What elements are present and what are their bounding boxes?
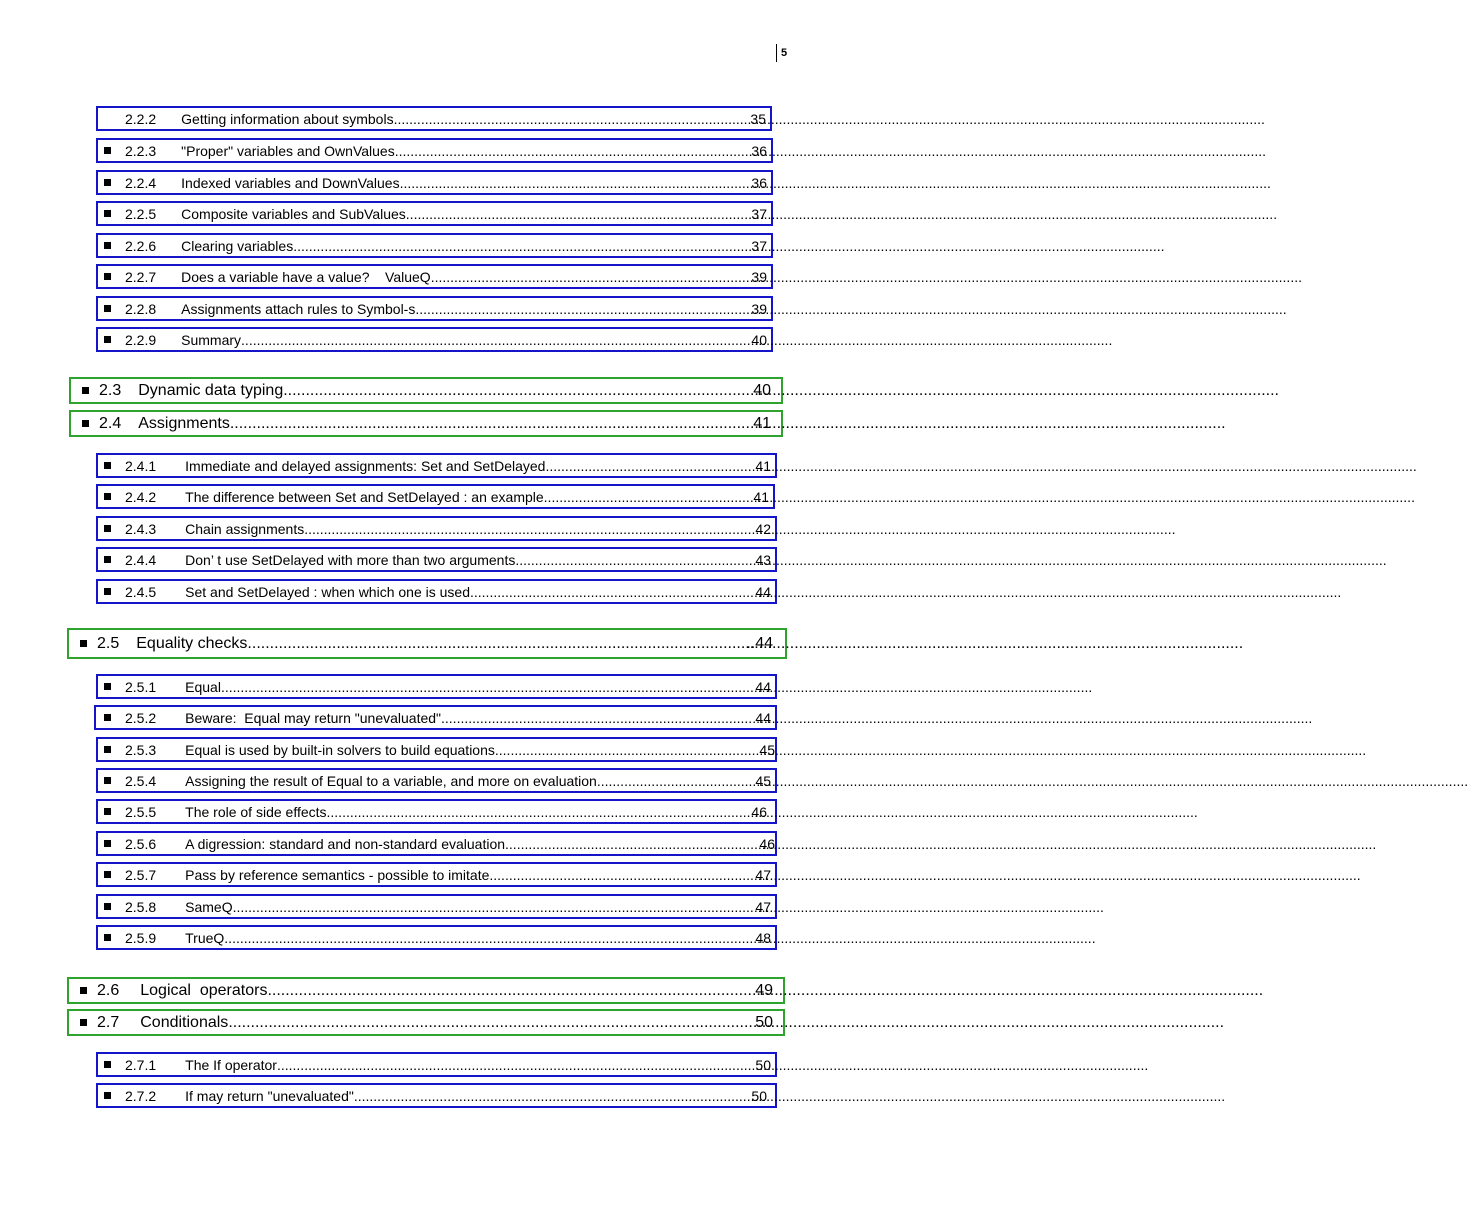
toc-page: 39 <box>751 300 767 317</box>
toc-entry-2-4-5[interactable] <box>96 579 777 604</box>
toc-entry-2-2-6[interactable] <box>96 233 773 258</box>
toc-title: Set and SetDelayed : when which one is used <box>185 583 470 600</box>
dot-leader <box>395 143 752 159</box>
toc-page: 44 <box>755 583 771 600</box>
toc-entry-2-2-9[interactable] <box>96 327 773 352</box>
bullet-icon <box>104 525 111 532</box>
toc-page: 45 <box>759 741 775 758</box>
dot-leader <box>515 552 755 568</box>
toc-page: 46 <box>751 803 767 820</box>
toc-number: 2.2.6 <box>125 237 157 254</box>
dot-leader <box>304 521 755 537</box>
toc-title: Equal <box>185 678 221 695</box>
toc-page: 36 <box>751 174 767 191</box>
bullet-icon <box>104 1061 111 1068</box>
toc-page: 37 <box>751 237 767 254</box>
toc-page: 35 <box>750 110 766 127</box>
toc-page: 41 <box>755 457 771 474</box>
toc-number: 2.5.7 <box>125 866 157 883</box>
toc-entry-2-2-3[interactable] <box>96 138 773 163</box>
toc-page: 43 <box>755 551 771 568</box>
toc-page: 39 <box>751 268 767 285</box>
toc-page: 47 <box>755 866 771 883</box>
bullet-icon <box>104 462 111 469</box>
bullet-icon <box>104 714 111 721</box>
toc-number: 2.7.1 <box>125 1056 157 1073</box>
dot-leader <box>327 804 752 820</box>
toc-section-2-3[interactable] <box>69 377 783 404</box>
toc-page: 48 <box>755 929 771 946</box>
bullet-icon <box>104 242 111 249</box>
bullet-icon <box>104 556 111 563</box>
toc-page: 45 <box>755 772 771 789</box>
bullet-icon <box>104 336 111 343</box>
toc-page: 49 <box>755 981 773 999</box>
bullet-icon <box>104 588 111 595</box>
toc-entry-2-4-2[interactable] <box>96 484 775 509</box>
toc-entry-2-4-3[interactable] <box>96 516 777 541</box>
toc-page: 46 <box>759 835 775 852</box>
bullet-icon <box>104 147 111 154</box>
dot-leader <box>233 899 756 915</box>
toc-page: 47 <box>755 898 771 915</box>
bullet-icon <box>104 305 111 312</box>
toc-number: 2.5 <box>97 634 120 652</box>
toc-page: 44 <box>755 678 771 695</box>
toc-number: 2.5.9 <box>125 929 157 946</box>
toc-entry-2-2-2[interactable] <box>96 106 772 131</box>
bullet-icon <box>104 777 111 784</box>
toc-number: 2.5.8 <box>125 898 157 915</box>
toc-title: Assignments attach rules to Symbol-s <box>181 300 416 317</box>
toc-title: Conditionals <box>140 1013 229 1031</box>
toc-page: ..44 <box>746 634 773 652</box>
dot-leader <box>489 867 755 883</box>
toc-title: Assignments <box>138 414 230 432</box>
toc-title: Summary <box>181 331 242 348</box>
toc-page: 42 <box>755 520 771 537</box>
toc-number: 2.5.4 <box>125 772 157 789</box>
bullet-icon <box>104 746 111 753</box>
toc-entry-2-4-1[interactable] <box>96 453 777 478</box>
toc-title: Don’ t use SetDelayed with more than two arguments <box>185 551 516 568</box>
toc-number: 2.5.3 <box>125 741 157 758</box>
toc-entry-2-5-3[interactable] <box>96 737 777 762</box>
bullet-icon <box>104 273 111 280</box>
bullet-icon <box>104 493 111 500</box>
dot-leader <box>241 332 751 348</box>
toc-title: If may return "unevaluated" <box>185 1087 354 1104</box>
dot-leader <box>283 382 753 400</box>
toc-number: 2.4.1 <box>125 457 157 474</box>
toc-entry-2-5-9[interactable] <box>96 925 777 950</box>
toc-entry-2-5-8[interactable] <box>96 894 777 919</box>
dot-leader <box>544 489 754 505</box>
toc-number: 2.2.5 <box>125 205 157 222</box>
toc-page: 50 <box>751 1087 767 1104</box>
bullet-icon <box>104 210 111 217</box>
toc-entry-2-5-2[interactable] <box>94 705 777 730</box>
toc-number: 2.5.1 <box>125 678 157 695</box>
page-number: 5 <box>776 44 787 62</box>
bullet-icon <box>104 903 111 910</box>
dot-leader <box>224 930 755 946</box>
toc-number: 2.4.4 <box>125 551 157 568</box>
toc-title: Indexed variables and DownValues <box>181 174 400 191</box>
toc-number: 2.2.8 <box>125 300 157 317</box>
toc-title: Equal is used by built-in solvers to build equations <box>185 741 495 758</box>
toc-title: Composite variables and SubValues <box>181 205 406 222</box>
toc-page: 50 <box>755 1056 771 1073</box>
toc-entry-2-2-7[interactable] <box>96 264 773 289</box>
toc-page: 36 <box>751 142 767 159</box>
dot-leader <box>545 458 755 474</box>
toc-entry-2-5-7[interactable] <box>96 862 777 887</box>
bullet-icon <box>104 808 111 815</box>
bullet-icon <box>82 420 89 427</box>
toc-number: 2.7 <box>97 1013 120 1031</box>
toc-entry-2-2-5[interactable] <box>96 201 773 226</box>
bullet-icon <box>80 987 87 994</box>
dot-leader <box>406 206 752 222</box>
toc-entry-2-7-2[interactable] <box>96 1083 777 1108</box>
dot-leader <box>495 742 760 758</box>
toc-page: 50 <box>755 1013 773 1031</box>
bullet-icon <box>104 871 111 878</box>
toc-entry-2-2-8[interactable] <box>96 296 773 321</box>
toc-title: Equality checks <box>136 634 248 652</box>
toc-title: Clearing variables <box>181 237 294 254</box>
toc-title: Assigning the result of Equal to a variable, and more on evaluation <box>185 772 597 789</box>
toc-page: 44 <box>755 709 771 726</box>
toc-number: 2.2.7 <box>125 268 157 285</box>
dot-leader <box>221 679 755 695</box>
dot-leader <box>354 1088 752 1104</box>
toc-section-2-7[interactable] <box>67 1009 785 1036</box>
dot-leader <box>441 710 755 726</box>
dot-leader <box>247 635 742 653</box>
toc-page: 40 <box>753 381 771 399</box>
toc-title: Beware: Equal may return "unevaluated" <box>185 709 442 726</box>
dot-leader <box>228 1014 755 1032</box>
toc-entry-2-5-4[interactable] <box>96 768 777 793</box>
toc-title: Getting information about symbols <box>181 110 394 127</box>
toc-number: 2.2.3 <box>125 142 157 159</box>
bullet-icon <box>80 640 87 647</box>
toc-title: Immediate and delayed assignments: Set and SetDelayed <box>185 457 546 474</box>
toc-entry-2-5-5[interactable] <box>96 799 777 824</box>
toc-number: 2.6 <box>97 981 120 999</box>
toc-number: 2.2.4 <box>125 174 157 191</box>
toc-title: Does a variable have a value? ValueQ <box>181 268 431 285</box>
dot-leader <box>415 301 751 317</box>
toc-title: SameQ <box>185 898 233 915</box>
bullet-icon <box>104 934 111 941</box>
toc-page: 40 <box>751 331 767 348</box>
toc-number: 2.2.9 <box>125 331 157 348</box>
toc-number: 2.4.5 <box>125 583 157 600</box>
toc-entry-2-2-4[interactable] <box>96 170 773 195</box>
dot-leader <box>470 584 755 600</box>
toc-title: Logical operators <box>140 981 268 999</box>
toc-section-2-4[interactable] <box>69 410 783 437</box>
toc-page: 41 <box>753 414 771 432</box>
toc-title: The If operator <box>185 1056 277 1073</box>
toc-title: Chain assignments <box>185 520 305 537</box>
toc-title: TrueQ <box>185 929 225 946</box>
toc-number: 2.4.2 <box>125 488 157 505</box>
toc-number: 2.7.2 <box>125 1087 157 1104</box>
dot-leader <box>597 773 756 789</box>
dot-leader <box>230 415 753 433</box>
toc-title: The role of side effects <box>185 803 327 820</box>
dot-leader <box>293 238 751 254</box>
toc-title: Pass by reference semantics - possible to imitate <box>185 866 490 883</box>
toc-number: 2.4 <box>99 414 122 432</box>
dot-leader <box>394 111 751 127</box>
toc-section-2-6[interactable] <box>67 977 785 1004</box>
toc-number: 2.5.2 <box>125 709 157 726</box>
toc-number: 2.2.2 <box>125 110 157 127</box>
dot-leader <box>400 175 752 191</box>
toc-entry-2-7-1[interactable] <box>96 1052 777 1077</box>
toc-section-2-5[interactable] <box>67 628 787 659</box>
bullet-icon <box>80 1019 87 1026</box>
bullet-icon <box>104 840 111 847</box>
toc-page: 37 <box>751 205 767 222</box>
bullet-icon <box>104 683 111 690</box>
toc-entry-2-4-4[interactable] <box>96 547 777 572</box>
dot-leader <box>267 982 755 1000</box>
toc-title: A digression: standard and non-standard evaluation <box>185 835 506 852</box>
toc-number: 2.5.5 <box>125 803 157 820</box>
bullet-icon <box>82 387 89 394</box>
dot-leader <box>431 269 752 285</box>
dot-leader <box>505 836 759 852</box>
toc-number: 2.5.6 <box>125 835 157 852</box>
toc-entry-2-5-6[interactable] <box>96 831 777 856</box>
toc-page: 41 <box>753 488 769 505</box>
dot-leader <box>277 1057 755 1073</box>
bullet-icon <box>104 179 111 186</box>
toc-title: "Proper" variables and OwnValues <box>181 142 395 159</box>
toc-number: 2.3 <box>99 381 122 399</box>
bullet-icon <box>104 1092 111 1099</box>
toc-number: 2.4.3 <box>125 520 157 537</box>
toc-entry-2-5-1[interactable] <box>96 674 777 699</box>
toc-title: Dynamic data typing <box>138 381 284 399</box>
toc-title: The difference between Set and SetDelayed : an example <box>185 488 544 505</box>
